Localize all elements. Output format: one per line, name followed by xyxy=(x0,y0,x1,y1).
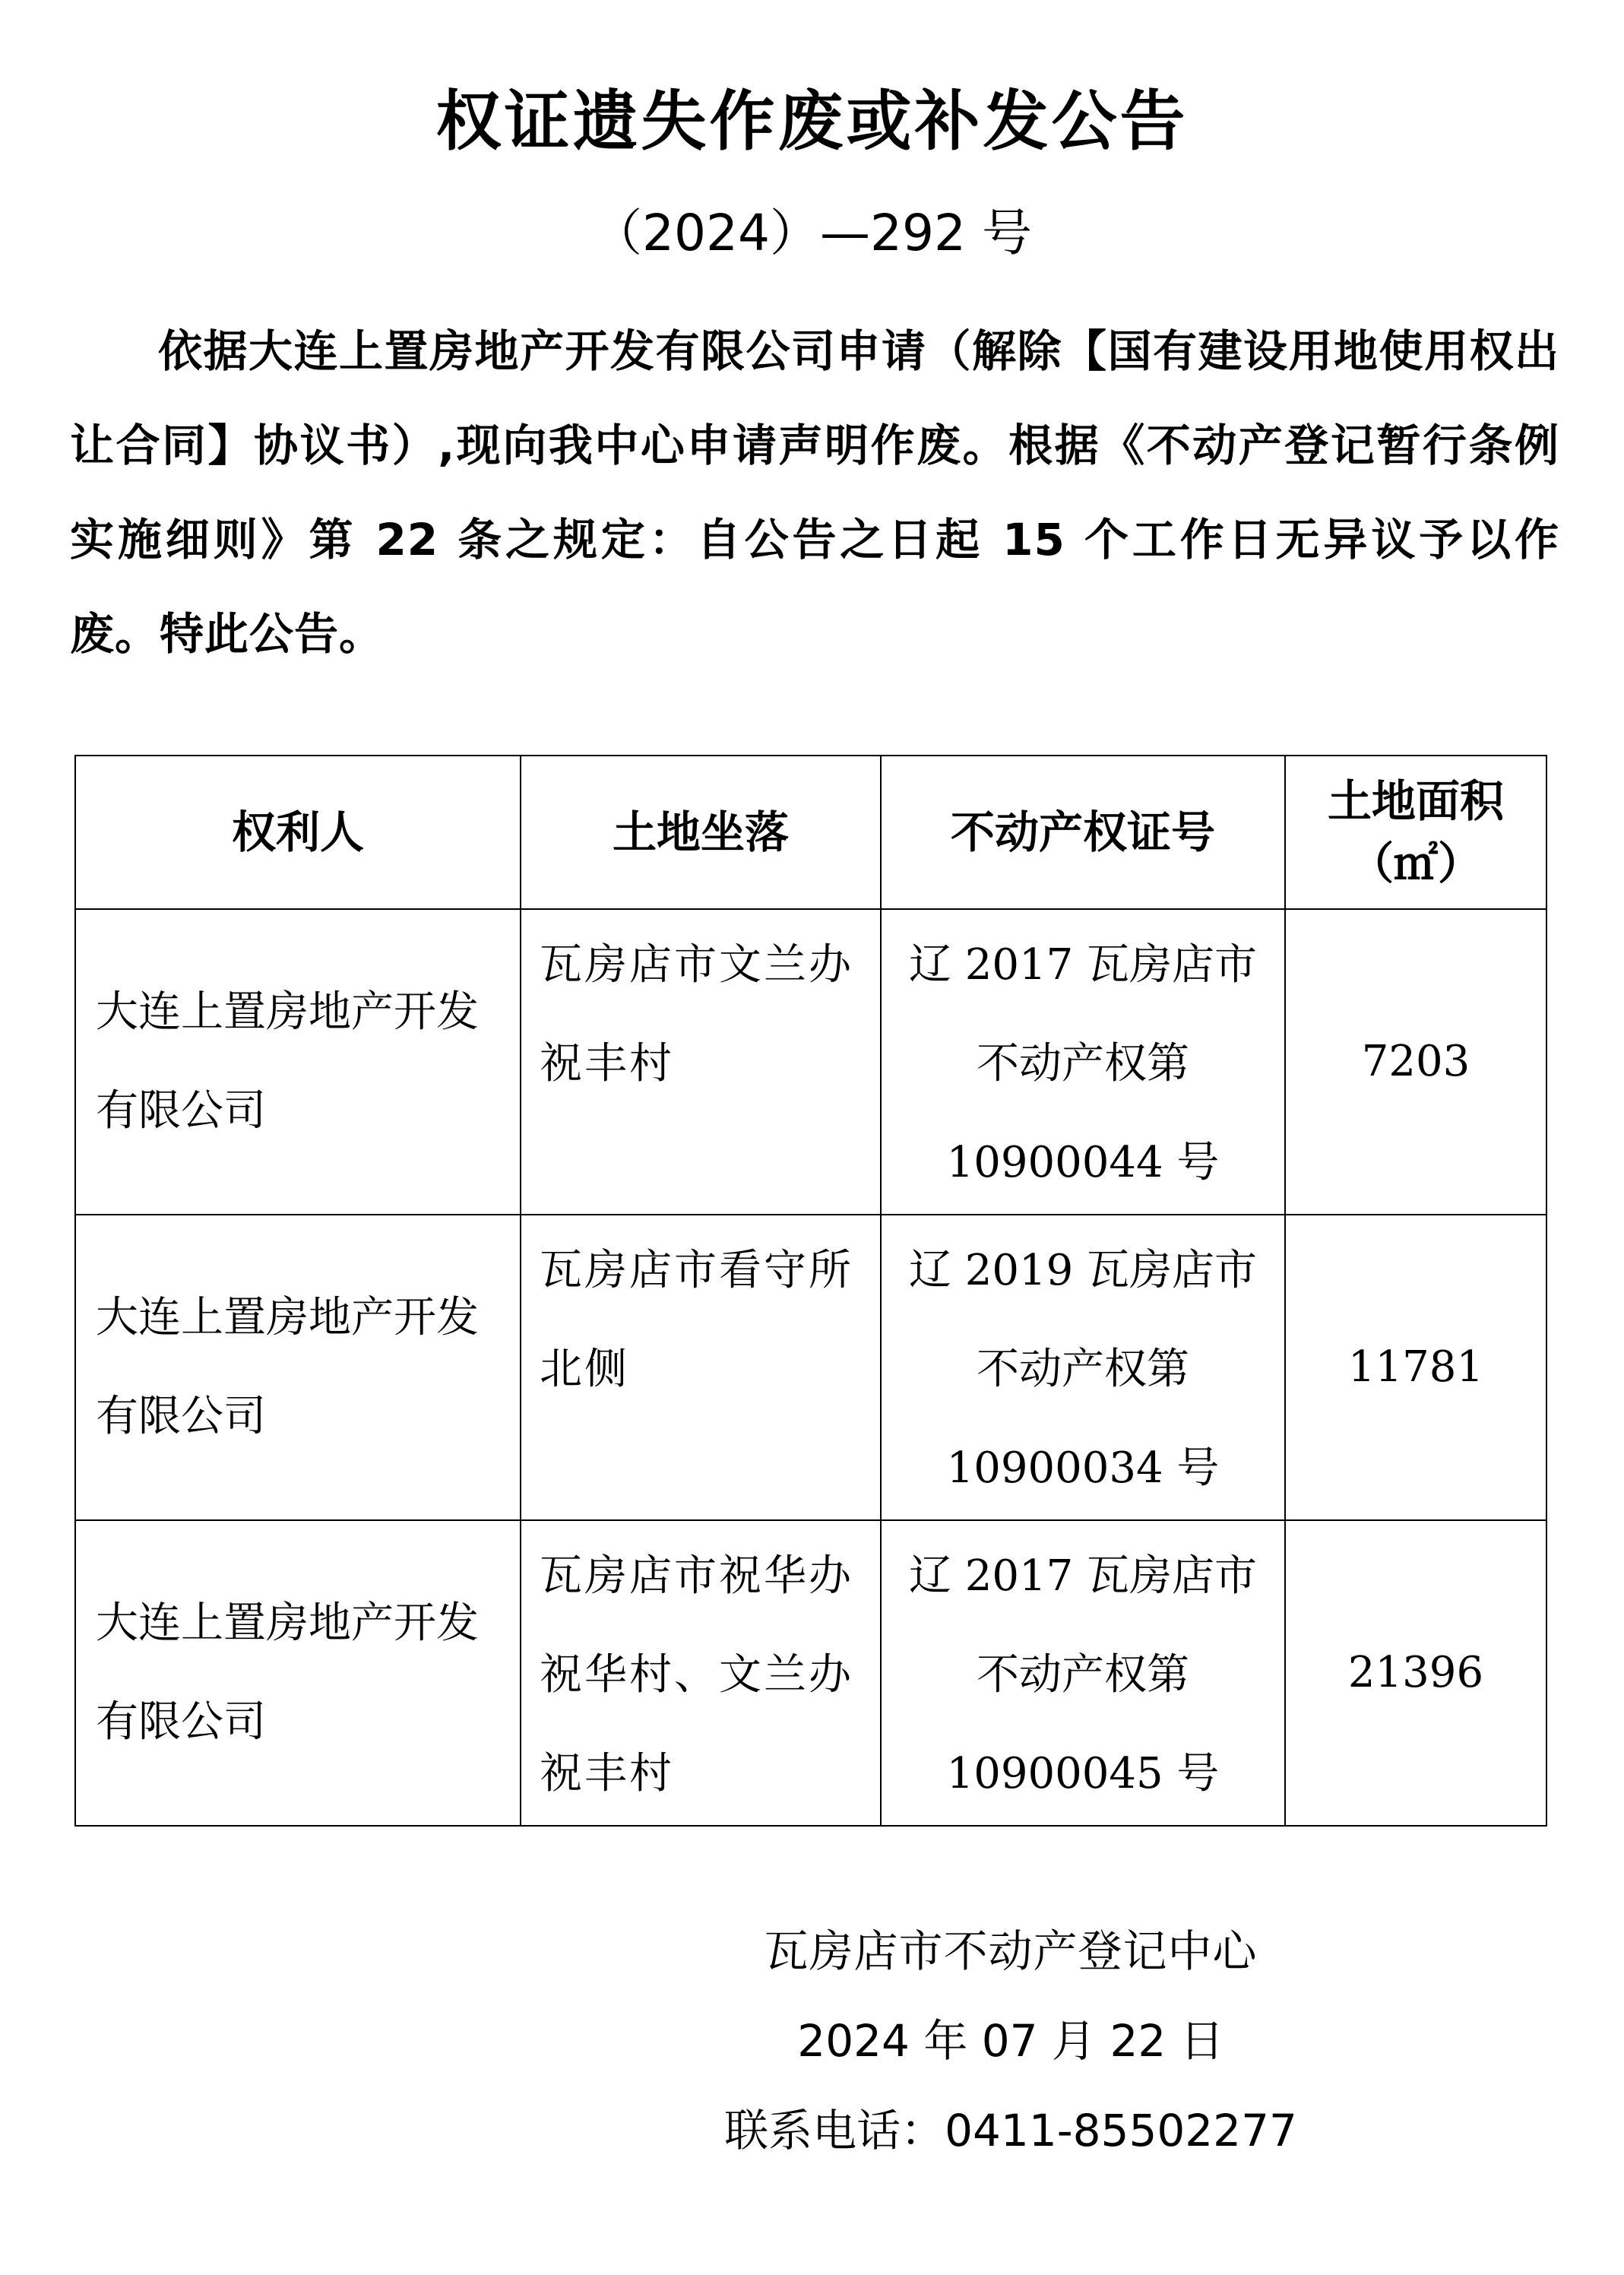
issuing-organization: 瓦房店市不动产登记中心 xyxy=(764,1925,1258,1977)
announcement-body: 依据大连上置房地产开发有限公司申请（解除【国有建设用地使用权出让合同】协议书）,现向我中心申请声明作废。根据《不动产登记暂行条例实施细则》第 22 条之规定：自公告之日起 15 个工作日无异议予以作废。特此公告。 xyxy=(70,325,1559,660)
page-title: 权证遗失作废或补发公告 xyxy=(435,84,1189,160)
cell-location: 瓦房店市文兰办祝丰村 xyxy=(521,909,881,1215)
cell-certificate-number xyxy=(881,909,1285,1215)
contact-phone: 联系电话：0411-85502277 xyxy=(724,2105,1297,2156)
document-number: （2024）—292 号 xyxy=(592,204,1032,262)
cell-owner: 大连上置房地产开发有限公司 xyxy=(75,1215,521,1520)
cell-land-area: 21396 xyxy=(1285,1520,1546,1826)
cert-line: 不动产权第 xyxy=(977,1039,1189,1088)
cell-owner: 大连上置房地产开发有限公司 xyxy=(75,1520,521,1826)
cell-location: 瓦房店市祝华办祝华村、文兰办祝丰村 xyxy=(521,1520,881,1826)
cert-line: 辽 2017 瓦房店市 xyxy=(908,1551,1258,1601)
cell-land-area: 11781 xyxy=(1285,1215,1546,1520)
cert-line: 不动产权第 xyxy=(977,1345,1189,1394)
header-owner: 权利人 xyxy=(75,756,521,909)
table-row xyxy=(75,1215,1546,1520)
header-land-area: 土地面积（㎡） xyxy=(1285,756,1546,909)
cert-line: 不动产权第 xyxy=(977,1650,1189,1700)
table-row xyxy=(75,1520,1546,1826)
header-certificate-number: 不动产权证号 xyxy=(881,756,1285,909)
cert-line: 辽 2019 瓦房店市 xyxy=(908,1246,1258,1295)
cert-line: 10900045 号 xyxy=(946,1749,1220,1798)
table-row xyxy=(75,909,1546,1215)
cert-line: 10900044 号 xyxy=(946,1138,1220,1187)
cert-line: 10900034 号 xyxy=(946,1443,1220,1493)
cell-location: 瓦房店市看守所北侧 xyxy=(521,1215,881,1520)
table-header-row xyxy=(75,756,1546,909)
certificate-table xyxy=(74,755,1547,1827)
cell-owner: 大连上置房地产开发有限公司 xyxy=(75,909,521,1215)
issue-date: 2024 年 07 月 22 日 xyxy=(797,2015,1224,2067)
header-location: 土地坐落 xyxy=(521,756,881,909)
cell-certificate-number xyxy=(881,1215,1285,1520)
cell-certificate-number xyxy=(881,1520,1285,1826)
cell-land-area: 7203 xyxy=(1285,909,1546,1215)
cert-line: 辽 2017 瓦房店市 xyxy=(908,940,1258,990)
